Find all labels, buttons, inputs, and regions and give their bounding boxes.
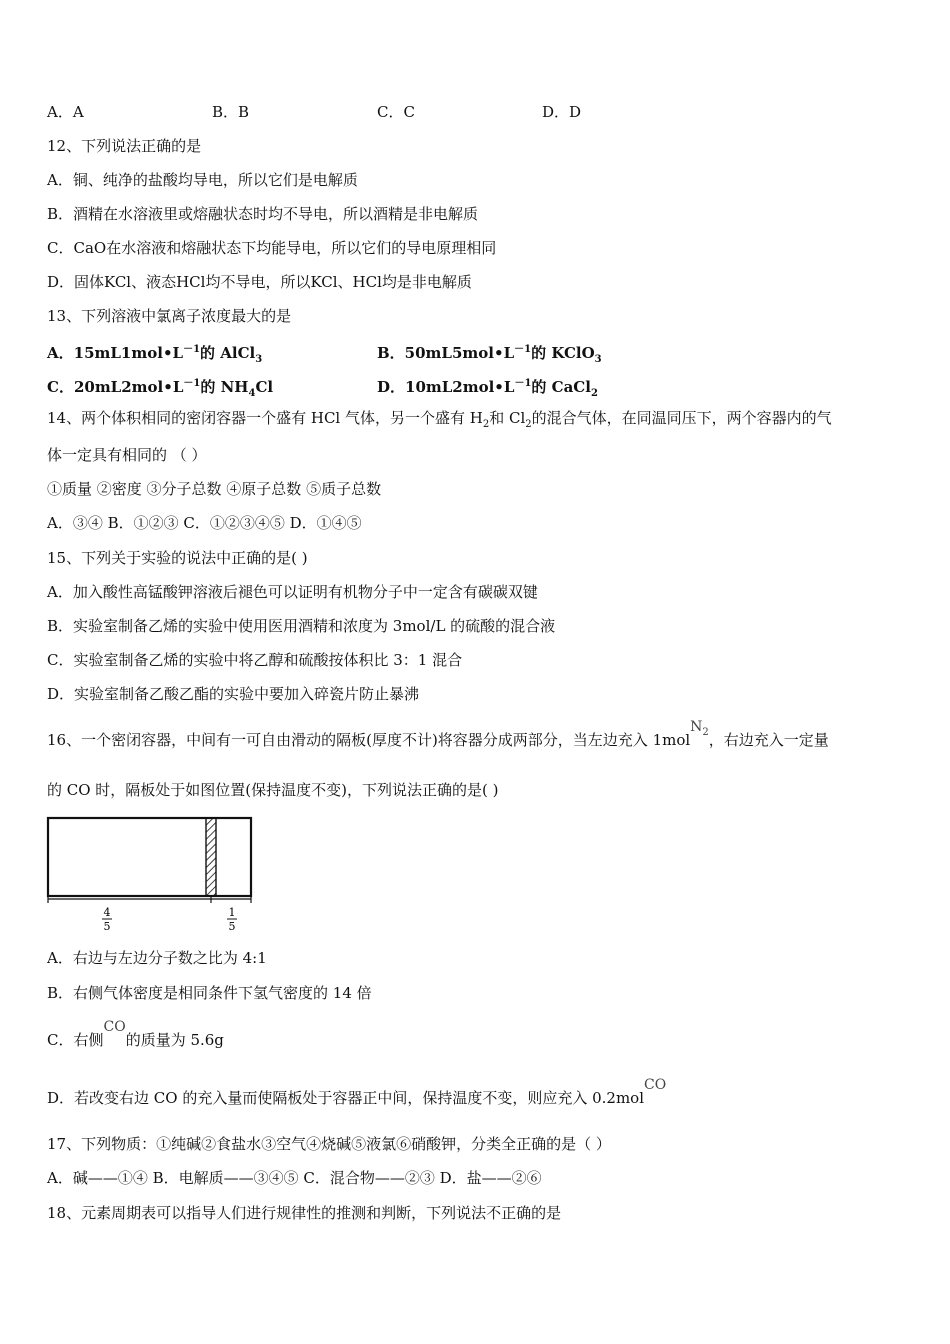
q12-option-c: C．CaO在水溶液和熔融状态下均能导电，所以它们的导电原理相同	[47, 239, 497, 257]
q17-options: A．碱——①④ B．电解质——③④⑤ C．混合物——②③ D．盐——②⑥	[47, 1169, 542, 1187]
fraction-left-denominator: 5	[103, 920, 111, 933]
q14-stem: 14、两个体积相同的密闭容器一个盛有 HCl 气体，另一个盛有 $H_2$和 $Cl_2$的混合气体，在同温同压下，两个容器内的气	[47, 409, 832, 430]
fraction-right-denominator: 5	[228, 920, 236, 933]
q11-option-d: D．D	[542, 103, 582, 121]
container-outline	[48, 818, 251, 896]
q13-option-d: D．$10mL2mol•L^{-1}$的 CaCl$_2$	[377, 378, 598, 399]
q17-stem: 17、下列物质：①纯碱②食盐水③空气④烧碱⑤液氯⑥硝酸钾，分类全正确的是（ ）	[47, 1135, 611, 1153]
q14-items: ①质量 ②密度 ③分子总数 ④原子总数 ⑤质子总数	[47, 480, 382, 498]
q16-stem: 16、一个密闭容器，中间有一可自由滑动的隔板(厚度不计)将容器分成两部分，当左边充入 1molN$_2$，右边充入一定量	[47, 719, 829, 749]
fraction-left-numerator: 4	[103, 906, 111, 919]
q16-option-b: B．右侧气体密度是相同条件下氢气密度的 14 倍	[47, 984, 372, 1002]
container-diagram	[46, 815, 256, 935]
q12-stem: 12、下列说法正确的是	[47, 137, 202, 155]
q13-option-a: A．$15mL1mol•L^{-1}$的 AlCl$_3$	[47, 344, 263, 365]
q14-options: A．③④ B．①②③ C．①②③④⑤ D．①④⑤	[47, 514, 362, 532]
q16-option-c: C．右侧CO的质量为 5.6g	[47, 1019, 224, 1049]
q11-option-b: B．B	[212, 103, 250, 121]
q15-option-a: A．加入酸性高锰酸钾溶液后褪色可以证明有机物分子中一定含有碳碳双键	[47, 583, 538, 601]
q12-option-a: A．铜、纯净的盐酸均导电，所以它们是电解质	[47, 171, 358, 189]
q13-option-b: B．$50mL5mol•L^{-1}$的 KClO$_3$	[377, 344, 602, 365]
q13-stem: 13、下列溶液中氯离子浓度最大的是	[47, 307, 292, 325]
q14-stem-cont: 体一定具有相同的 （ ）	[47, 446, 207, 464]
q16-stem-cont: 的 CO 时，隔板处于如图位置(保持温度不变)，下列说法正确的是( )	[47, 781, 499, 799]
partition	[206, 818, 216, 896]
q13-option-c: C．$20mL2mol•L^{-1}$的 $NH_4Cl$	[47, 378, 274, 399]
q11-option-a: A．A	[47, 103, 84, 121]
q18-stem: 18、元素周期表可以指导人们进行规律性的推测和判断，下列说法不正确的是	[47, 1204, 562, 1222]
fraction-right-numerator: 1	[228, 906, 236, 919]
q15-option-c: C．实验室制备乙烯的实验中将乙醇和硫酸按体积比 3：1 混合	[47, 651, 463, 669]
q15-stem: 15、下列关于实验的说法中正确的是( )	[47, 549, 308, 567]
co-formula: CO	[644, 1077, 667, 1093]
q15-option-b: B．实验室制备乙烯的实验中使用医用酒精和浓度为 3mol/L 的硫酸的混合液	[47, 617, 556, 635]
q12-option-b: B．酒精在水溶液里或熔融状态时均不导电，所以酒精是非电解质	[47, 205, 479, 223]
co-formula: CO	[103, 1019, 126, 1035]
n2-formula: $N_2$	[690, 719, 709, 738]
q11-option-c: C．C	[377, 103, 415, 121]
q12-option-d: D．固体KCl、液态HCl均不导电，所以KCl、HCl均是非电解质	[47, 273, 472, 291]
q15-option-d: D．实验室制备乙酸乙酯的实验中要加入碎瓷片防止暴沸	[47, 685, 420, 703]
q16-option-a: A．右边与左边分子数之比为 4:1	[47, 949, 267, 967]
q16-option-d: D．若改变右边 CO 的充入量而使隔板处于容器正中间，保持温度不变，则应充入 0.2molCO	[47, 1077, 667, 1107]
